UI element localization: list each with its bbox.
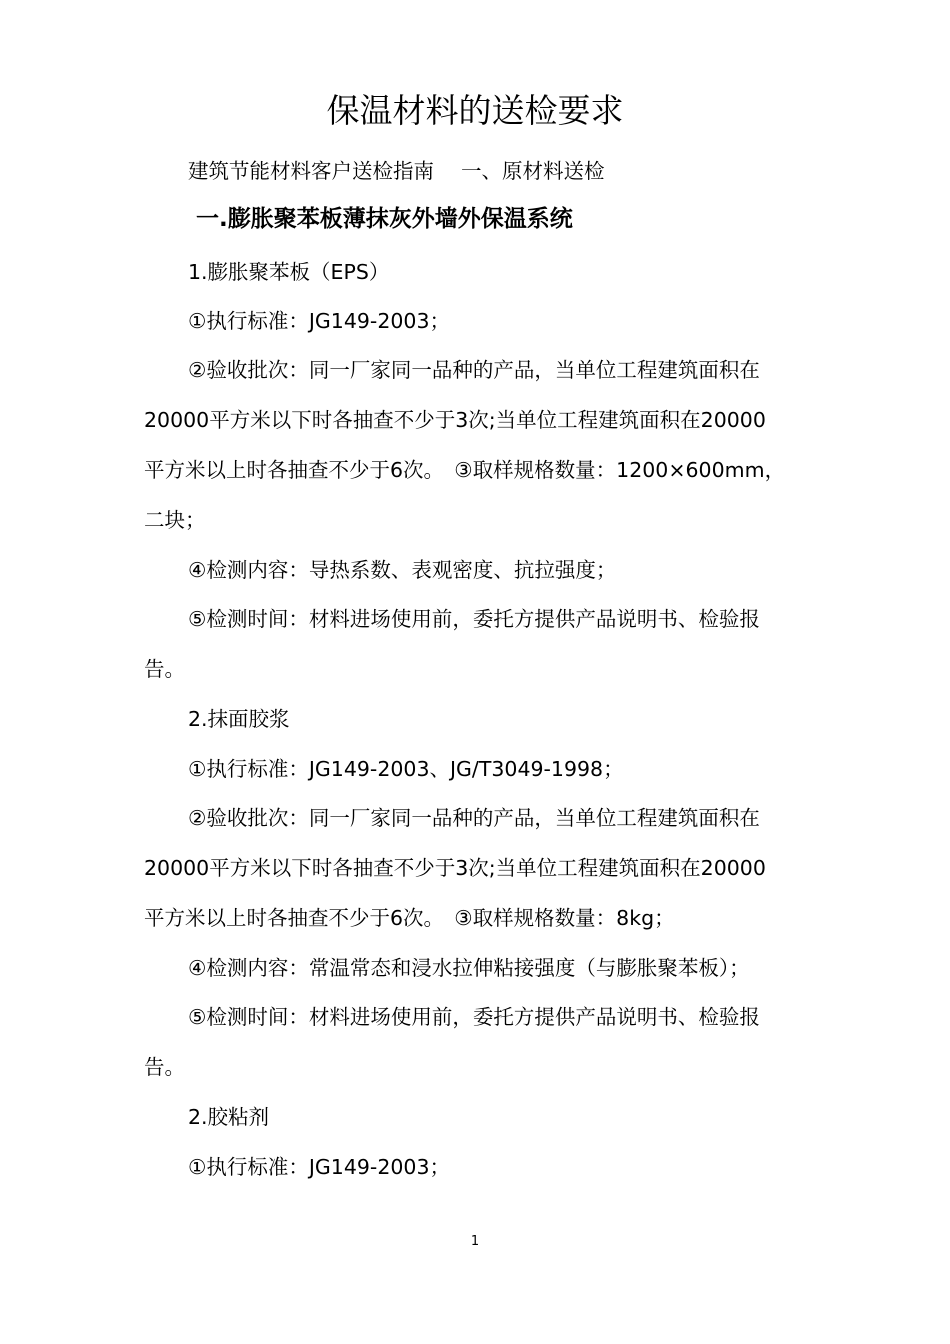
item-batch-line: 20000平方米以下时各抽查不少于3次;当单位工程建筑面积在20000: [144, 408, 766, 432]
item-time-line: 告。: [144, 657, 185, 681]
item-content: ④检测内容：常温常态和浸水拉伸粘接强度（与膨胀聚苯板）；: [188, 956, 750, 980]
item-time-line: ⑤检测时间：材料进场使用前，委托方提供产品说明书、检验报: [188, 607, 760, 631]
item-batch-line: 平方米以上时各抽查不少于6次。 ③取样规格数量：1200×600mm，: [144, 458, 786, 482]
item-batch-line: ②验收批次：同一厂家同一品种的产品，当单位工程建筑面积在: [188, 358, 760, 382]
item-heading: 2.胶粘剂: [188, 1105, 270, 1129]
subtitle: 建筑节能材料客户送检指南 一、原材料送检: [188, 159, 605, 183]
item-standard: ①执行标准：JG149-2003、JG/T3049-1998；: [188, 757, 624, 781]
page-number: 1: [470, 1234, 480, 1249]
item-batch-line: 二块；: [144, 508, 206, 532]
document-title: 保温材料的送检要求: [326, 91, 624, 130]
section-heading: 一.膨胀聚苯板薄抹灰外墙外保温系统: [196, 206, 573, 232]
item-time-line: 告。: [144, 1055, 185, 1079]
item-batch-line: 平方米以上时各抽查不少于6次。 ③取样规格数量：8kg；: [144, 906, 675, 930]
item-standard: ①执行标准：JG149-2003；: [188, 309, 451, 333]
item-standard: ①执行标准：JG149-2003；: [188, 1155, 451, 1179]
item-heading: 1.膨胀聚苯板（EPS）: [188, 260, 390, 284]
item-batch-line: ②验收批次：同一厂家同一品种的产品，当单位工程建筑面积在: [188, 806, 760, 830]
item-content: ④检测内容：导热系数、表观密度、抗拉强度；: [188, 558, 617, 582]
item-heading: 2.抹面胶浆: [188, 707, 290, 731]
item-time-line: ⑤检测时间：材料进场使用前，委托方提供产品说明书、检验报: [188, 1005, 760, 1029]
item-batch-line: 20000平方米以下时各抽查不少于3次;当单位工程建筑面积在20000: [144, 856, 766, 880]
